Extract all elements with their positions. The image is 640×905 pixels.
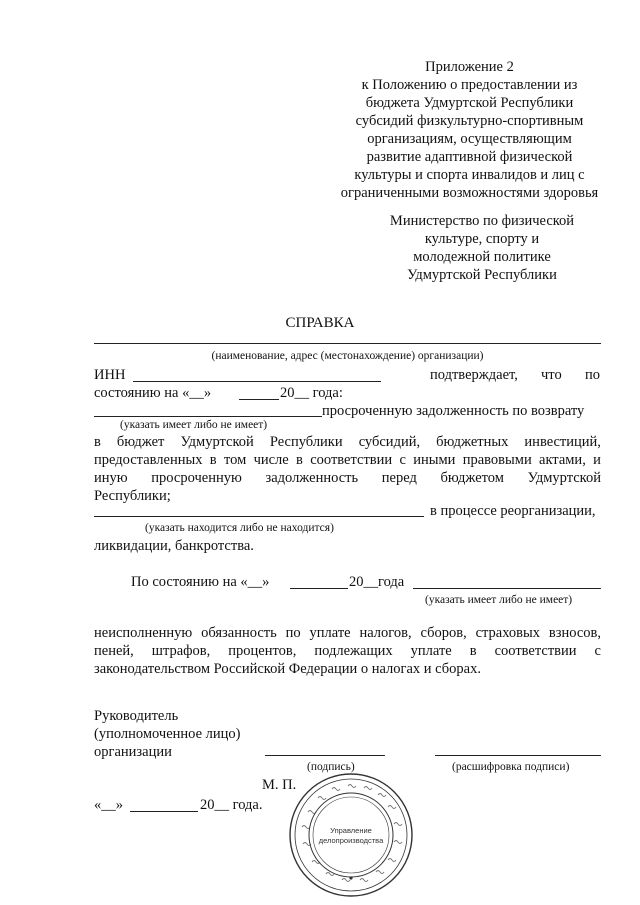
second-year-label: 20__года bbox=[349, 574, 405, 590]
word: сборов, bbox=[420, 625, 467, 641]
word: Удмуртской bbox=[180, 434, 254, 450]
obligation-paragraph-line-2 bbox=[94, 642, 601, 660]
word: перед bbox=[381, 470, 417, 486]
word: процентов, bbox=[228, 643, 297, 659]
addressee-line: молодежной политике bbox=[413, 249, 551, 265]
on-word: по bbox=[585, 367, 601, 383]
second-state-on-label: По состоянию на «__» bbox=[131, 574, 270, 590]
appendix-line: бюджета Удмуртской Республики bbox=[365, 95, 574, 111]
stamp-place-label: М. П. bbox=[262, 777, 297, 793]
word: обязанность bbox=[201, 625, 277, 641]
word: актами, bbox=[539, 452, 586, 468]
final-date-year: 20__ года. bbox=[200, 797, 263, 813]
word: иную bbox=[94, 470, 128, 486]
signature-caption: (подпись) bbox=[307, 761, 355, 773]
word: в bbox=[469, 643, 477, 659]
that-word: что bbox=[541, 367, 562, 383]
appendix-line: субсидий физкультурно-спортивным bbox=[355, 113, 584, 129]
seal-center-line-2: делопроизводства bbox=[318, 836, 384, 845]
located-field-line bbox=[94, 516, 424, 517]
has-caption: (указать имеет либо не имеет) bbox=[120, 419, 268, 431]
word: иными bbox=[413, 452, 456, 468]
official-seal bbox=[288, 772, 414, 898]
month-field-line bbox=[239, 399, 279, 400]
word: с bbox=[594, 643, 601, 659]
second-has-field-line bbox=[413, 588, 601, 589]
word: бюджетом bbox=[440, 470, 504, 486]
reorg-text: в процессе реорганизации, bbox=[430, 503, 596, 519]
signature-field-line bbox=[265, 755, 385, 756]
second-month-field-line bbox=[290, 588, 348, 589]
org-name-caption: (наименование, адрес (местонахождение) организации) bbox=[211, 350, 484, 362]
word: соответствии bbox=[310, 452, 393, 468]
budget-paragraph-line-3 bbox=[94, 469, 601, 487]
second-has-caption: (указать имеет либо не имеет) bbox=[425, 594, 573, 606]
word: бюджетных bbox=[436, 434, 509, 450]
budget-paragraph-line-2 bbox=[94, 451, 601, 469]
liquidation-text: ликвидации, банкротства. bbox=[94, 538, 254, 554]
word: том bbox=[223, 452, 247, 468]
has-field-line bbox=[94, 416, 322, 417]
budget-paragraph-line-4: Республики; bbox=[94, 488, 171, 504]
word: инвестиций, bbox=[524, 434, 601, 450]
appendix-line: ограниченными возможностями здоровья bbox=[340, 185, 599, 201]
word: субсидий, bbox=[358, 434, 421, 450]
word: и bbox=[593, 452, 601, 468]
located-caption: (указать находится либо не находится) bbox=[145, 522, 334, 534]
org-name-field-line bbox=[94, 343, 601, 344]
word: подлежащих bbox=[314, 643, 393, 659]
year-label: 20__ года: bbox=[280, 385, 343, 401]
addressee-block bbox=[362, 212, 602, 284]
final-month-field-line bbox=[130, 811, 198, 812]
confirms-word: подтверждает, bbox=[430, 367, 518, 383]
word: бюджет bbox=[116, 434, 165, 450]
word: в bbox=[209, 452, 217, 468]
signer-line-1: Руководитель bbox=[94, 708, 179, 724]
word: задолженность bbox=[265, 470, 359, 486]
addressee-line: Министерство по физической bbox=[389, 213, 575, 229]
word: соответствии bbox=[494, 643, 577, 659]
word: в bbox=[296, 452, 303, 468]
inn-field-line bbox=[133, 381, 381, 382]
obligation-paragraph-line-3: законодательством Российской Федерации о налогах и сборах. bbox=[94, 661, 481, 677]
word: по bbox=[285, 625, 301, 641]
addressee-line: Удмуртской Республики bbox=[407, 267, 557, 283]
word: с bbox=[399, 452, 406, 468]
word: налогов, bbox=[359, 625, 412, 641]
appendix-line: Приложение 2 bbox=[425, 59, 514, 75]
word: числе bbox=[253, 452, 289, 468]
seal-center-line-1: Управление bbox=[330, 826, 372, 835]
decoding-caption: (расшифровка подписи) bbox=[452, 761, 570, 773]
obligation-paragraph-line-1 bbox=[94, 624, 601, 642]
word: пеней, bbox=[94, 643, 134, 659]
signer-line-3: организации bbox=[94, 744, 172, 760]
word: в bbox=[94, 434, 101, 450]
decoding-field-line bbox=[435, 755, 601, 756]
addressee-line: культуре, спорту и bbox=[424, 231, 540, 247]
word: штрафов, bbox=[151, 643, 211, 659]
word: страховых bbox=[475, 625, 540, 641]
word: Республики bbox=[269, 434, 343, 450]
appendix-line: культуры и спорта инвалидов и лиц с bbox=[354, 167, 585, 183]
word: предоставленных bbox=[94, 452, 203, 468]
word: правовыми bbox=[462, 452, 532, 468]
word: Удмуртской bbox=[527, 470, 601, 486]
overdue-text: просроченную задолженность по возврату bbox=[322, 403, 585, 419]
word: уплате bbox=[309, 625, 351, 641]
state-on-label: состоянию на «__» bbox=[94, 385, 212, 401]
word: взносов, bbox=[548, 625, 601, 641]
appendix-line: к Положению о предоставлении из bbox=[361, 77, 578, 93]
budget-paragraph-line-1 bbox=[94, 433, 601, 451]
word: уплате bbox=[410, 643, 452, 659]
final-date-day: «__» bbox=[94, 797, 123, 813]
document-title: СПРАВКА bbox=[285, 315, 355, 331]
word: неисполненную bbox=[94, 625, 193, 641]
appendix-line: организациям, осуществляющим bbox=[367, 131, 572, 147]
word: просроченную bbox=[151, 470, 242, 486]
appendix-line: развитие адаптивной физической bbox=[366, 149, 573, 165]
inn-label: ИНН bbox=[94, 367, 126, 383]
signer-line-2: (уполномоченное лицо) bbox=[94, 726, 241, 742]
appendix-header bbox=[332, 58, 607, 202]
